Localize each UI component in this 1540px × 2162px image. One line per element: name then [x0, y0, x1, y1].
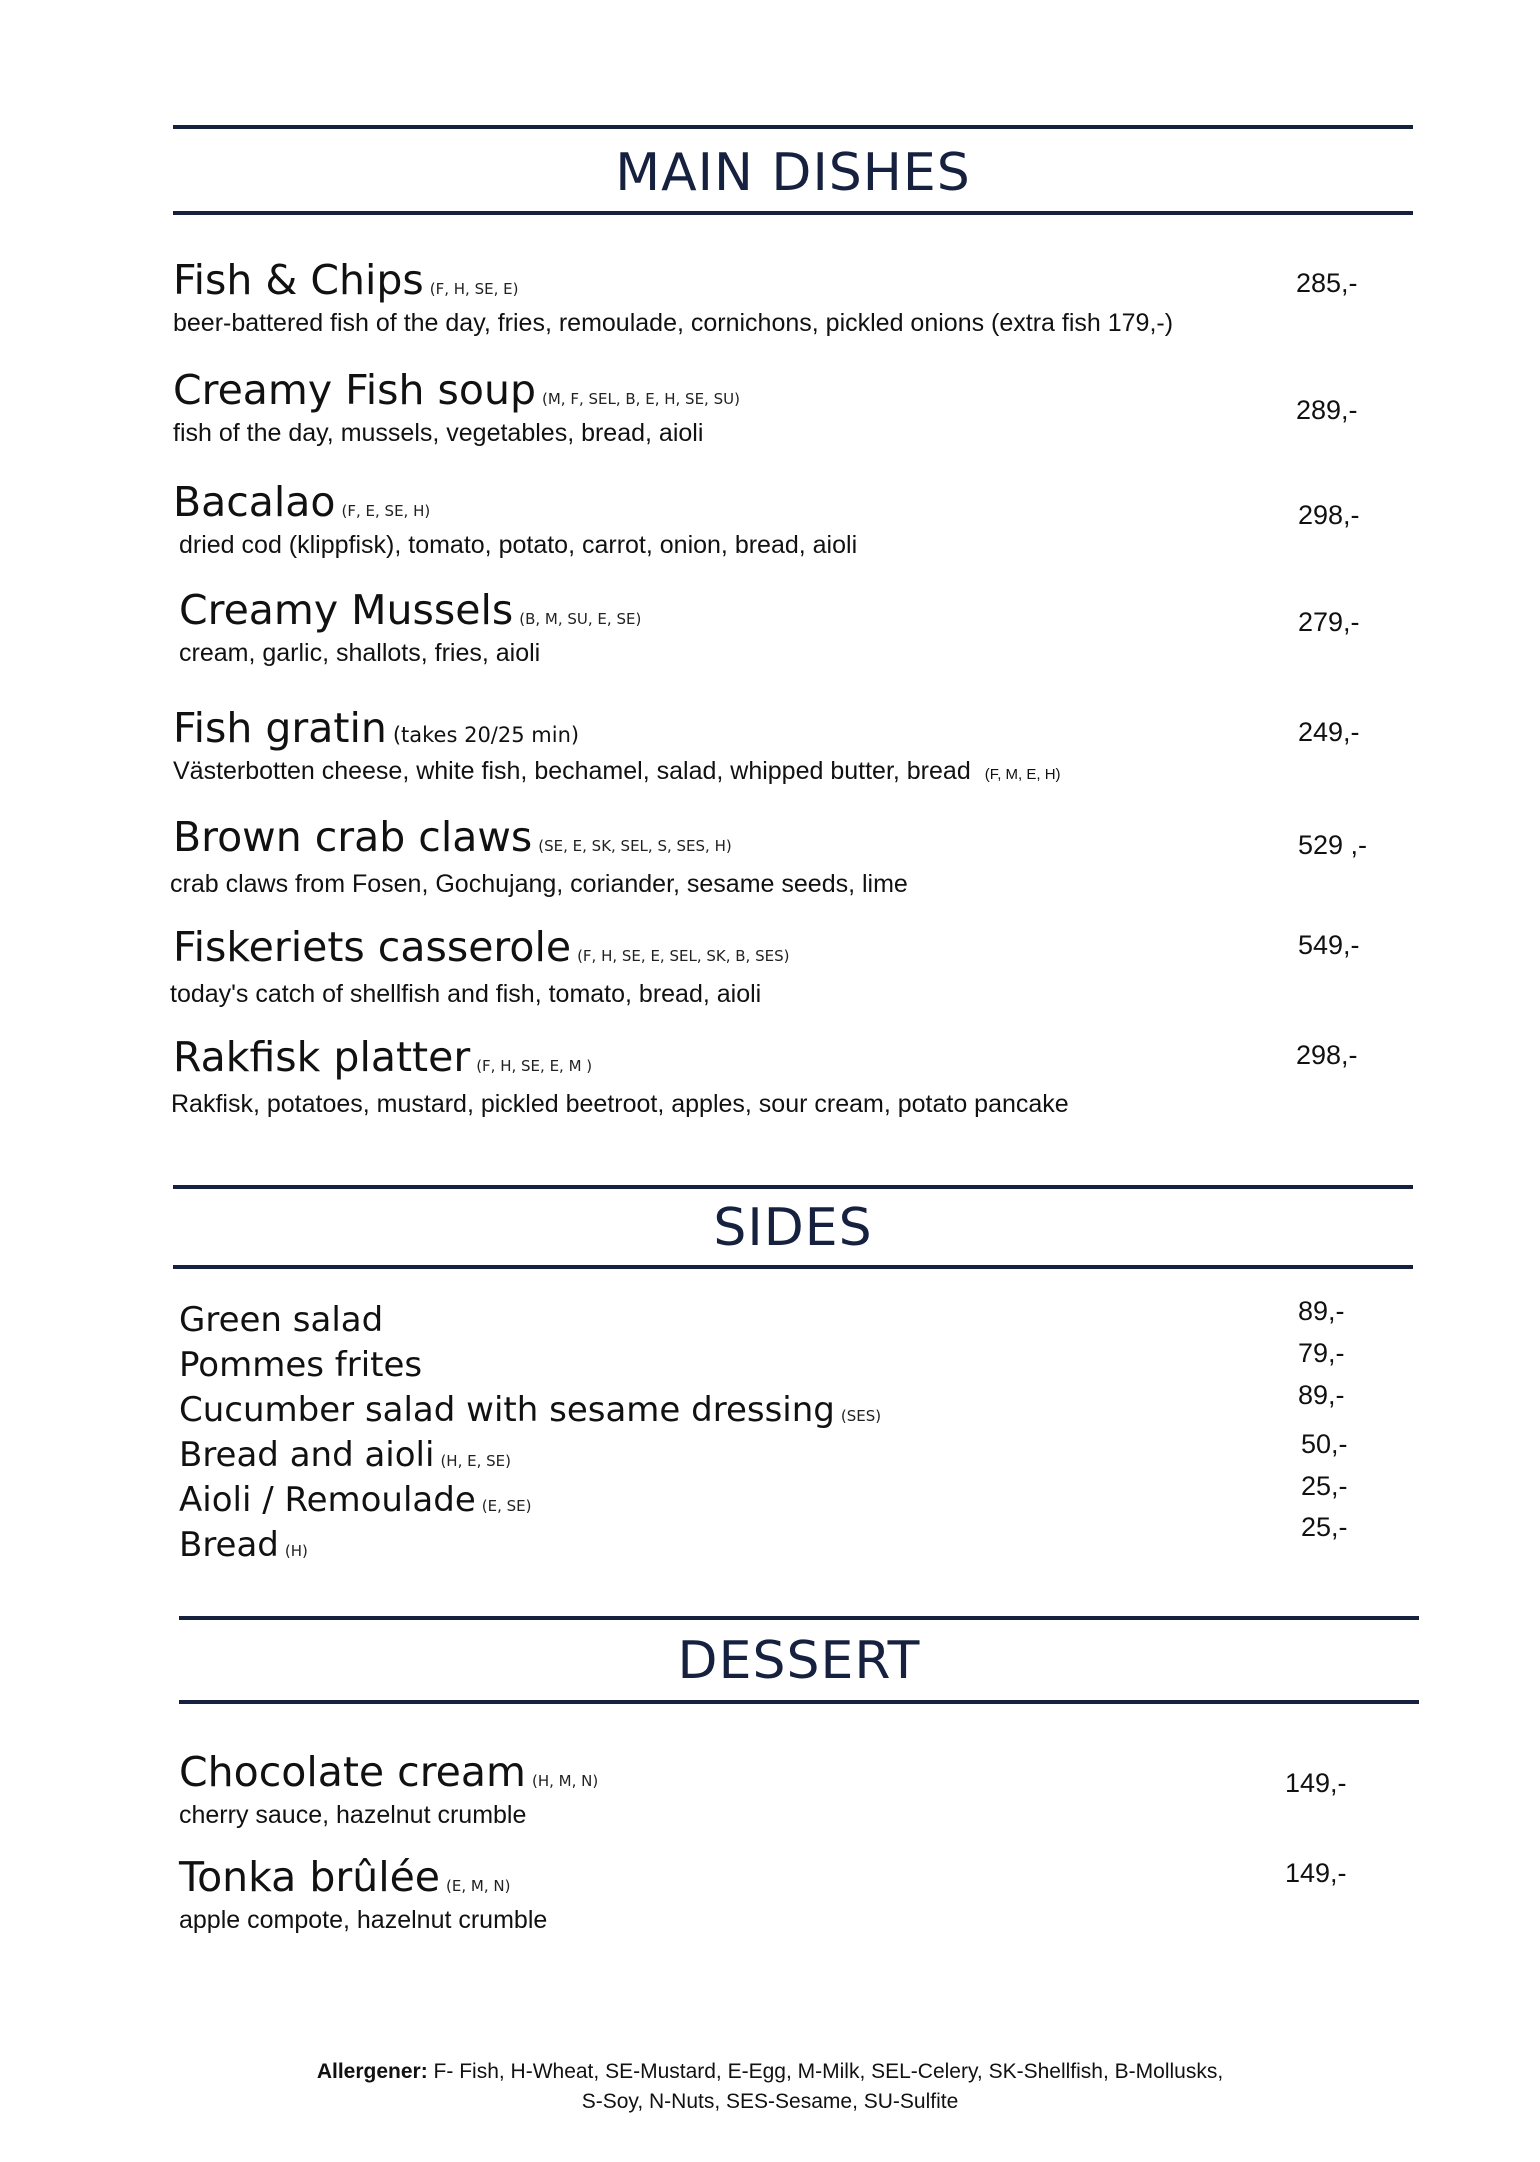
item-name: Rakfisk platter: [173, 1033, 471, 1081]
menu-item-creamy-mussels: [179, 588, 641, 668]
sides-top-rule: [173, 1185, 1413, 1189]
allergen-legend: [0, 2057, 1540, 2117]
item-allergens: (F, H, SE, E): [429, 280, 519, 298]
side-item-bread: [179, 1525, 308, 1565]
item-description: Västerbotten cheese, white fish, bechamel, salad, whipped butter, bread: [173, 757, 971, 786]
item-allergens: (H): [284, 1542, 308, 1560]
item-name: Chocolate cream: [179, 1748, 526, 1796]
side-item-bread-and-aioli: [179, 1435, 511, 1475]
item-price: 50,-: [1301, 1429, 1348, 1459]
menu-item-creamy-fish-soup: [173, 368, 740, 448]
item-allergens: (E, SE): [481, 1497, 532, 1515]
item-allergens: (F, H, SE, E, SEL, SK, B, SES): [577, 947, 790, 965]
item-name: Creamy Mussels: [179, 586, 514, 634]
item-name: Bacalao: [173, 478, 336, 526]
item-allergens: (F, H, SE, E, M ): [476, 1057, 593, 1075]
allergen-legend-line1: F- Fish, H-Wheat, SE-Mustard, E-Egg, M-Milk, SEL-Celery, SK-Shellfish, B-Mollusks,: [433, 2060, 1224, 2083]
item-allergens: (B, M, SU, E, SE): [519, 610, 642, 628]
item-description: dried cod (klippfisk), tomato, potato, carrot, onion, bread, aioli: [179, 531, 858, 560]
item-note: (takes 20/25 min): [392, 723, 580, 747]
side-item-aioli-remoulade: [179, 1480, 531, 1520]
item-allergens: (E, M, N): [446, 1877, 511, 1895]
item-name: Brown crab claws: [173, 813, 533, 861]
item-name: Bread and aioli: [179, 1435, 435, 1475]
dessert-item-tonka-brulee: [179, 1855, 547, 1935]
item-price: 25,-: [1301, 1512, 1348, 1542]
item-price: 149,-: [1285, 1768, 1347, 1798]
item-allergens: (H, M, N): [531, 1772, 599, 1790]
dessert-bottom-rule: [179, 1700, 1419, 1704]
allergen-legend-line2: S-Soy, N-Nuts, SES-Sesame, SU-Sulfite: [581, 2090, 959, 2113]
item-price: 298,-: [1296, 1040, 1358, 1070]
item-price: 149,-: [1285, 1858, 1347, 1888]
item-description: cream, garlic, shallots, fries, aioli: [179, 639, 541, 668]
item-description: apple compote, hazelnut crumble: [179, 1906, 548, 1935]
main-section-title: MAIN DISHES: [615, 143, 971, 203]
item-allergens: (SE, E, SK, SEL, S, SES, H): [538, 837, 732, 855]
dessert-section-title: DESSERT: [677, 1631, 921, 1691]
dessert-top-rule: [179, 1616, 1419, 1620]
item-name: Cucumber salad with sesame dressing: [179, 1390, 835, 1430]
item-description: beer-battered fish of the day, fries, remoulade, cornichons, pickled onions (extra fish 179,-): [173, 309, 1174, 338]
item-price: 549,-: [1298, 930, 1360, 960]
item-name: Fish gratin: [173, 704, 387, 752]
item-name: Creamy Fish soup: [173, 366, 536, 414]
item-allergens: (F, E, SE, H): [341, 502, 431, 520]
item-name: Green salad: [179, 1300, 384, 1340]
item-allergens: (F, M, E, H): [984, 766, 1061, 784]
item-price: 279,-: [1298, 607, 1360, 637]
side-item-cucumber-salad: [179, 1390, 881, 1430]
item-description: fish of the day, mussels, vegetables, bread, aioli: [173, 419, 704, 448]
item-description: cherry sauce, hazelnut crumble: [179, 1801, 527, 1830]
allergen-legend-label: Allergener:: [316, 2060, 428, 2083]
item-allergens: (SES): [840, 1407, 882, 1425]
sides-section-title: SIDES: [713, 1198, 873, 1258]
item-price: 89,-: [1298, 1296, 1345, 1326]
main-bottom-rule: [173, 211, 1413, 215]
menu-item-fiskeriets-casserole: [170, 923, 790, 1009]
item-price: 298,-: [1298, 500, 1360, 530]
menu-item-fish-gratin: [173, 706, 1061, 786]
item-allergens: (H, E, SE): [440, 1452, 511, 1470]
item-description: Rakfisk, potatoes, mustard, pickled beetroot, apples, sour cream, potato pancake: [171, 1090, 1069, 1119]
item-price: 285,-: [1296, 268, 1358, 298]
item-name: Bread: [179, 1525, 279, 1565]
item-price: 249,-: [1298, 717, 1360, 747]
main-top-rule: [173, 125, 1413, 129]
menu-item-brown-crab-claws: [170, 813, 908, 899]
menu-item-rakfisk-platter: [173, 1035, 1069, 1119]
item-allergens: (M, F, SEL, B, E, H, SE, SU): [542, 390, 740, 408]
side-item-green-salad: [179, 1300, 383, 1340]
item-name: Aioli / Remoulade: [179, 1480, 476, 1520]
side-item-pommes-frites: [179, 1345, 422, 1385]
item-price: 289,-: [1296, 395, 1358, 425]
item-description: today's catch of shellfish and fish, tomato, bread, aioli: [170, 980, 762, 1009]
item-price: 79,-: [1298, 1338, 1345, 1368]
item-name: Fiskeriets casserole: [173, 923, 572, 971]
menu-item-fish-chips: [173, 258, 1173, 338]
item-price: 529 ,-: [1298, 830, 1368, 860]
sides-bottom-rule: [173, 1265, 1413, 1269]
item-name: Tonka brûlée: [179, 1853, 441, 1901]
item-name: Pommes frites: [179, 1345, 423, 1385]
item-name: Fish & Chips: [173, 256, 424, 304]
item-price: 25,-: [1301, 1471, 1348, 1501]
item-price: 89,-: [1298, 1380, 1345, 1410]
item-description: crab claws from Fosen, Gochujang, coriander, sesame seeds, lime: [170, 870, 908, 899]
menu-item-bacalao: [173, 480, 857, 560]
dessert-item-chocolate-cream: [179, 1750, 598, 1830]
